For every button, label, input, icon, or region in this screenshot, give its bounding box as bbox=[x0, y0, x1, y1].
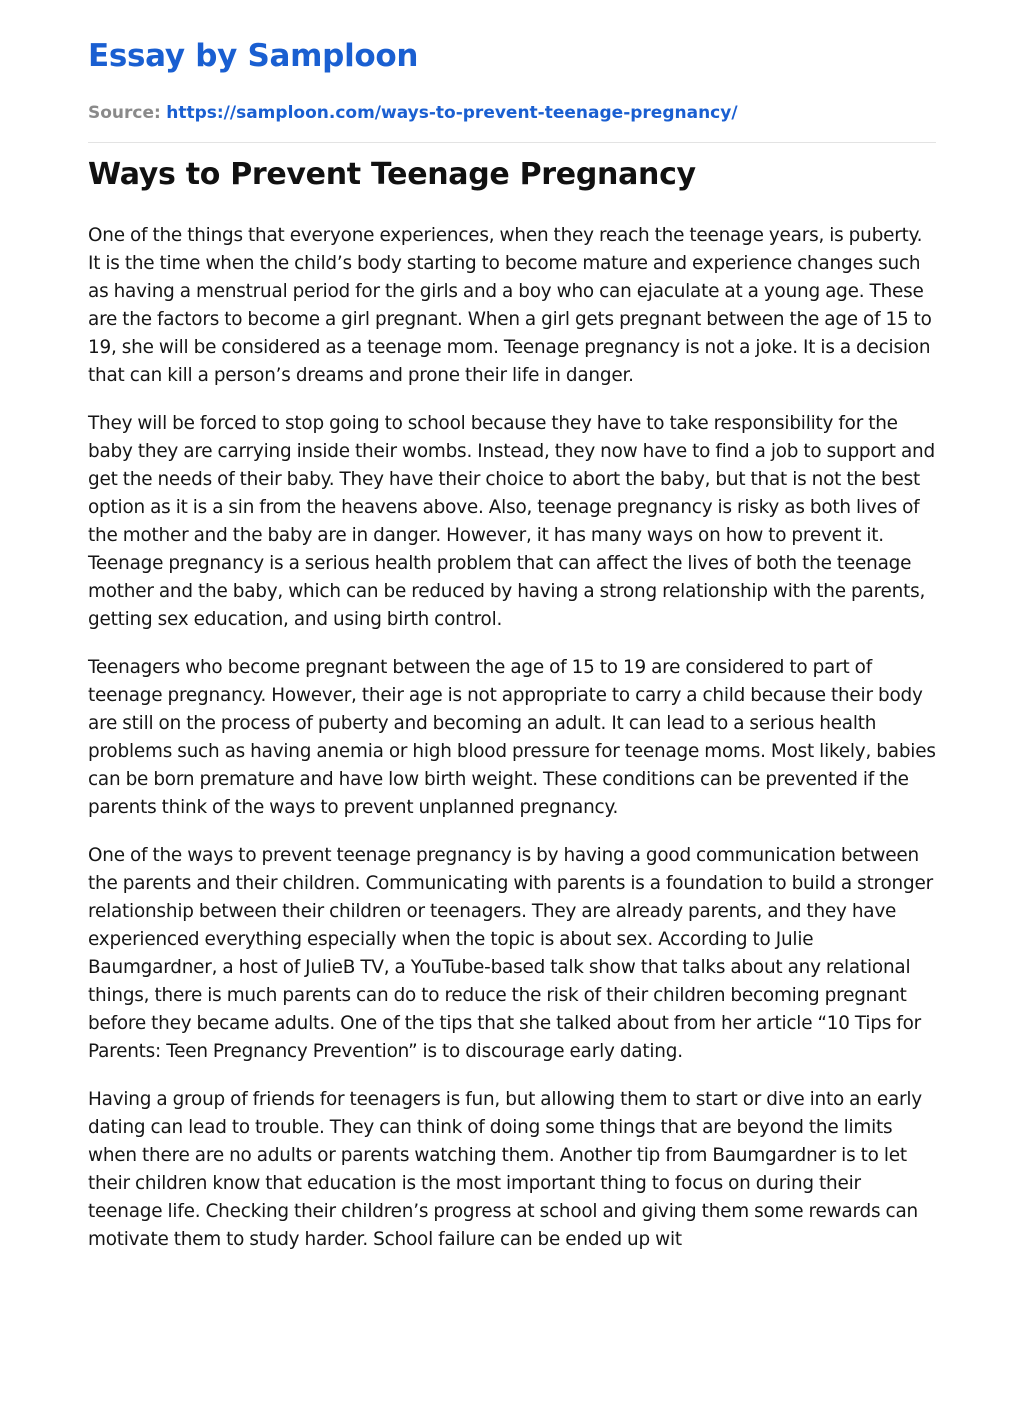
essay-body bbox=[88, 222, 936, 1274]
essay-paragraph-3: Teenagers who become pregnant between the age of 15 to 19 are considered to part of teenage pregnancy. However, their age is not appropriate to carry a child because their body are still on the process of puberty and becoming an adult. It can lead to a serious health problems such as having anemia or high blood pressure for teenage moms. Most likely, babies can be born premature and have low birth weight. These conditions can be prevented if the parents think of the ways to prevent unplanned pregnancy. bbox=[88, 657, 936, 818]
essay-paragraph-5: Having a group of friends for teenagers is fun, but allowing them to start or dive into an early dating can lead to trouble. They can think of doing some things that are beyond the limits when there are no adults or parents watching them. Another tip from Baumgardner is to let their children know that education is the most important thing to focus on during their teenage life. Checking their children’s progress at school and giving them some rewards can motivate them to study harder. School failure can be ended up wit bbox=[88, 1089, 922, 1250]
essay-paragraph-4: One of the ways to prevent teenage pregnancy is by having a good communication between the parents and their children. Communicating with parents is a foundation to build a stronger relationship between their children or teenagers. They are already parents, and they have experienced everything especially when the topic is about sex. According to Julie Baumgardner, a host of JulieB TV, a YouTube-based talk show that talks about any relational things, there is much parents can do to reduce the risk of their children becoming pregnant before they became adults. One of the tips that she talked about from her article “10 Tips for Parents: Teen Pregnancy Prevention” is to discourage early dating. bbox=[88, 845, 933, 1062]
header-divider bbox=[88, 142, 936, 143]
source-label: Source: bbox=[88, 103, 161, 123]
source-link[interactable]: https://samploon.com/ways-to-prevent-teenage-pregnancy/ bbox=[166, 103, 738, 123]
site-brand-title: Essay by Samploon bbox=[88, 38, 419, 74]
essay-paragraph-2: They will be forced to stop going to school because they have to take responsibility for the baby they are carrying inside their wombs. Instead, they now have to find a job to support and get the needs of their baby. They have their choice to abort the baby, but that is not the best option as it is a sin from the heavens above. Also, teenage pregnancy is risky as both lives of the mother and the baby are in danger. However, it has many ways on how to prevent it. Teenage pregnancy is a serious health problem that can affect the lives of both the teenage mother and the baby, which can be reduced by having a strong relationship with the parents, getting sex education, and using birth control. bbox=[88, 413, 935, 630]
essay-title: Ways to Prevent Teenage Pregnancy bbox=[88, 157, 696, 192]
source-line bbox=[88, 102, 738, 124]
essay-paragraph-1: One of the things that everyone experiences, when they reach the teenage years, is puberty. It is the time when the child’s body starting to become mature and experience changes such as having a menstrual period for the girls and a boy who can ejaculate at a young age. These are the factors to become a girl pregnant. When a girl gets pregnant between the age of 15 to 19, she will be considered as a teenage mom. Teenage pregnancy is not a joke. It is a decision that can kill a person’s dreams and prone their life in danger. bbox=[88, 225, 932, 386]
